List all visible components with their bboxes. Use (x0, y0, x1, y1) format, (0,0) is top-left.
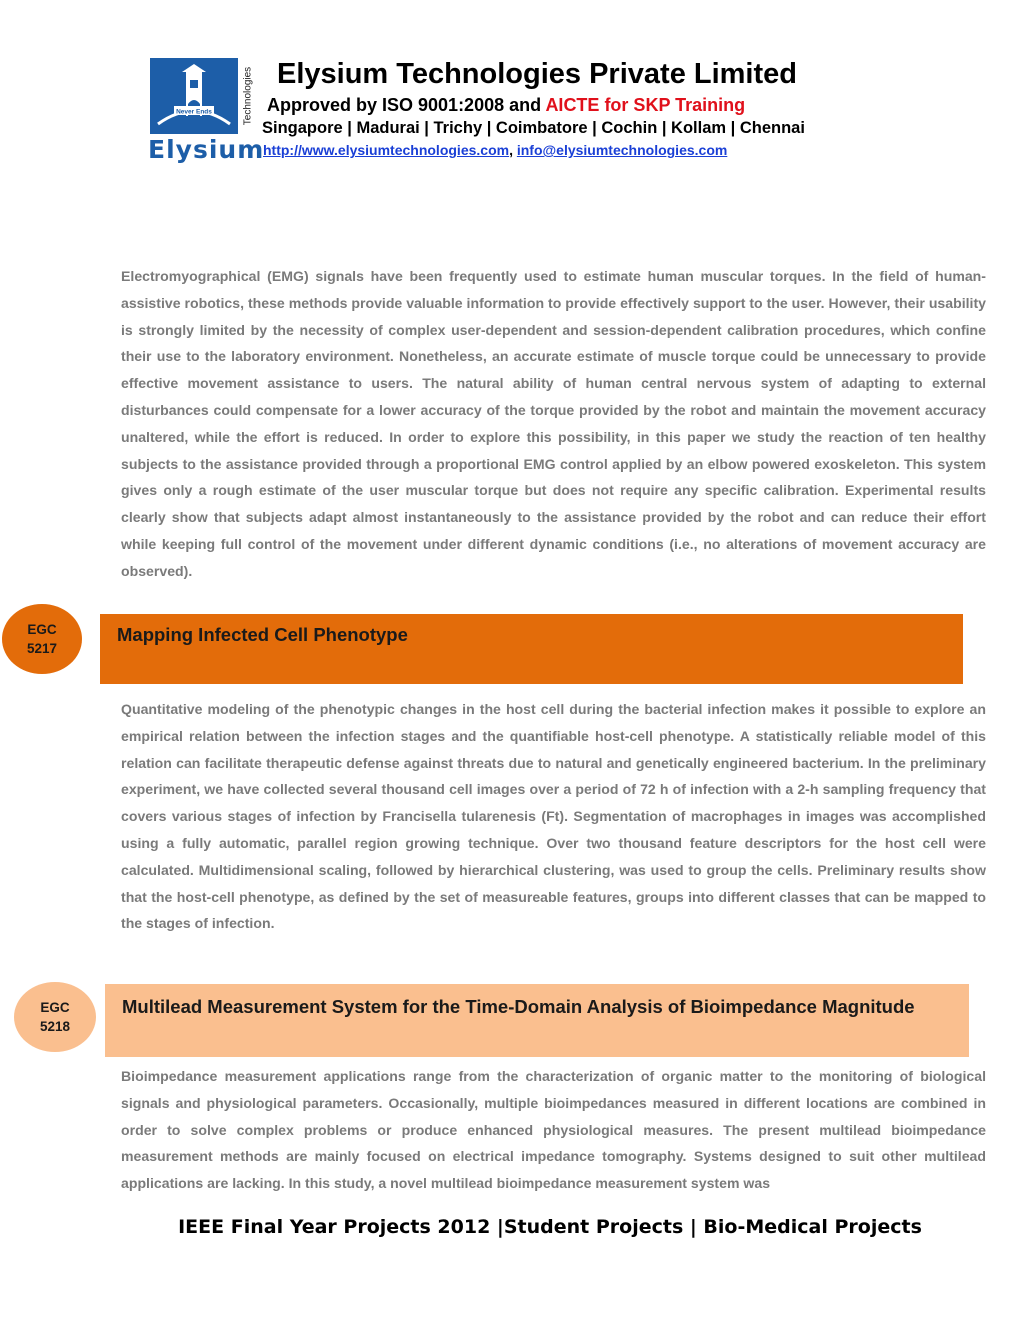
website-link[interactable]: http://www.elysiumtechnologies.com (263, 142, 510, 158)
project-code-badge (14, 982, 96, 1052)
project-title: Mapping Infected Cell Phenotype (117, 624, 408, 645)
project-code-number: 5217 (26, 641, 58, 656)
project-code-number: 5218 (39, 1019, 71, 1034)
project-abstract: Bioimpedance measurement applications range from the characterization of organic matter to the monitoring of biological signals and physiological parameters. Occasionally, multiple bioimpedances measured in different locations are combined in order to solve complex problems or produce enhanced physiological measures. The present multilead bioimpedance measurement methods are mainly focused on electrical impedance tomography. Systems designed to suit other multilead applications are lacking. In this study, a novel multilead bioimpedance measurement system was (121, 1068, 986, 1192)
project-title: Multilead Measurement System for the Time-Domain Analysis of Bioimpedance Magnitude (122, 996, 915, 1017)
logo-vertical-label (234, 58, 262, 134)
tower-logo-icon (150, 58, 238, 134)
contact-links (263, 142, 727, 158)
intro-abstract: Electromyographical (EMG) signals have been frequently used to estimate human muscular torques. In the field of human-assistive robotics, these methods provide valuable information to provide effectively support to the user. However, their usability is strongly limited by the necessity of complex user-dependent and session-dependent calibration procedures, which confine their use to the laboratory environment. Nonetheless, an accurate estimate of muscle torque could be unnecessary to provide effective movement assistance to users. The natural ability of human central nervous system of adapting to external disturbances could compensate for a lower accuracy of the torque provided by the robot and maintain the movement accuracy unaltered, while the effort is reduced. In order to explore this possibility, in this paper we study the reaction of ten healthy subjects to the assistance provided through a proportional EMG control applied by an elbow powered exoskeleton. This system gives only a rough estimate of the user muscular torque but does not require any specific calibration. Experimental results clearly show that subjects adapt almost instantaneously to the assistance provided by the robot and can reduce their effort while keeping full control of the movement under different dynamic conditions (i.e., no alterations of movement accuracy are observed). (121, 268, 986, 579)
approval-prefix: Approved by ISO 9001:2008 and (267, 95, 546, 115)
logo-wordmark: Elysium (148, 135, 265, 164)
logo-badge-text: Never Ends (176, 108, 212, 116)
logo-vertical-text: Technologies (242, 66, 254, 126)
project-title-bar (100, 614, 963, 684)
company-logo (150, 58, 238, 134)
project-abstract: Quantitative modeling of the phenotypic changes in the host cell during the bacterial infection makes it possible to explore an empirical relation between the infection stages and the quantifiable host-cell phenotype. A statistically reliable model of this relation can facilitate therapeutic defense against threats due to natural and genetically engineered bacterium. In the preliminary experiment, we have collected several thousand cell images over a period of 72 h of infection with a 2-h sampling frequency that covers various stages of infection by Francisella tularenesis (Ft). Segmentation of macrophages in images was accomplished using a fully automatic, parallel region growing technique. Over two thousand feature descriptors for the host cell were calculated. Multidimensional scaling, followed by hierarchical clustering, was used to group the cells. Preliminary results show that the host-cell phenotype, as defined by the set of measureable features, groups into different classes that can be mapped to the stages of infection. (121, 701, 986, 932)
link-separator: , (509, 142, 517, 158)
email-link[interactable]: info@elysiumtechnologies.com (516, 142, 728, 158)
project-code-prefix: EGC (27, 622, 57, 637)
page-footer: IEEE Final Year Projects 2012 |Student Projects | Bio-Medical Projects (178, 1216, 922, 1238)
approval-line (267, 95, 745, 116)
project-code-badge (2, 604, 82, 674)
approval-highlight: AICTE for SKP Training (545, 95, 746, 115)
company-name: Elysium Technologies Private Limited (277, 58, 797, 90)
office-cities: Singapore | Madurai | Trichy | Coimbatore | Cochin | Kollam | Chennai (262, 119, 805, 137)
project-code-prefix: EGC (40, 1000, 70, 1015)
project-title-bar (105, 984, 969, 1057)
